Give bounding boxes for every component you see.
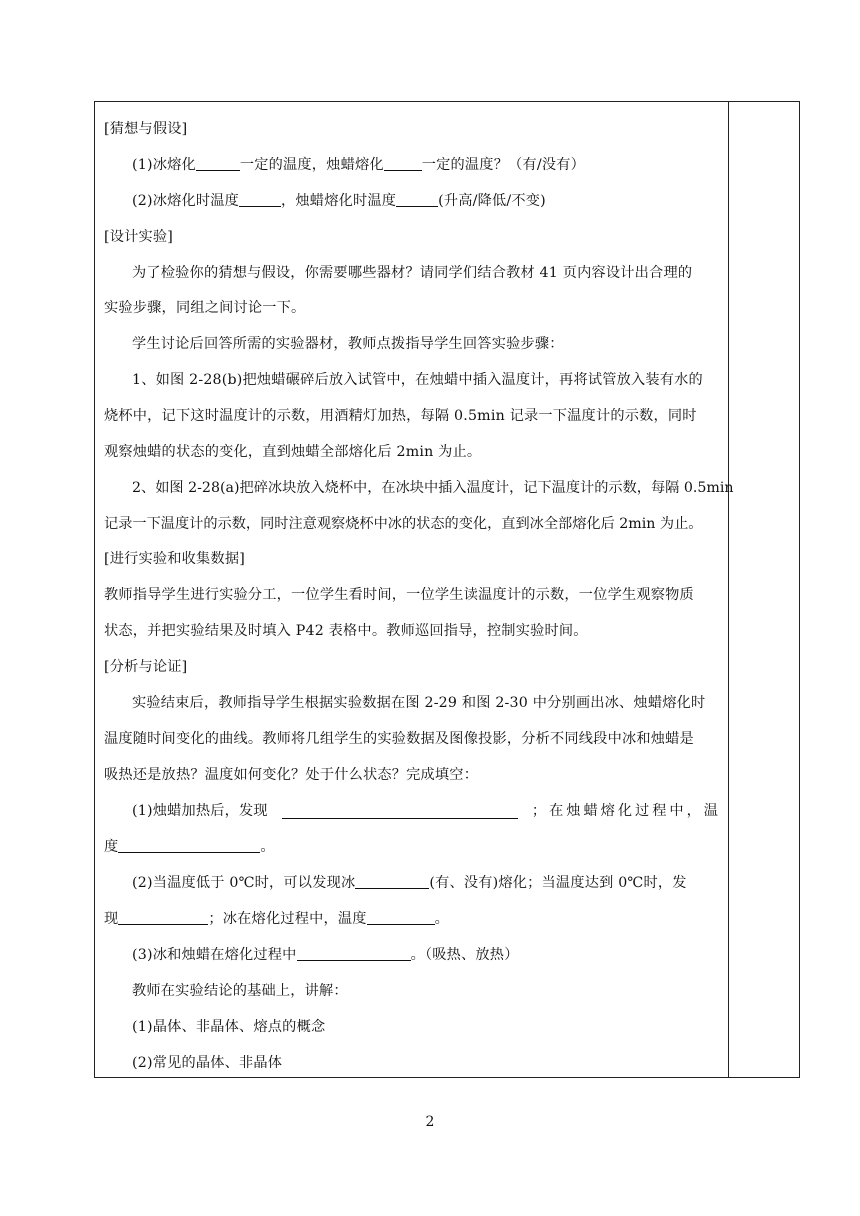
design-paragraph-line: 为了检验你的猜想与假设，你需要哪些器材？请同学们结合教材 41 页内容设计出合理的 — [132, 265, 693, 281]
analysis-paragraph-line: 实验结束后，教师指导学生根据实验数据在图 2-29 和图 2-30 中分别画出冰、烛蜡熔化时 — [132, 695, 706, 711]
answer-blank — [196, 155, 240, 171]
analysis-question-1: (1)烛蜡加热后，发现 ；在烛蜡熔化过程中，温 — [132, 803, 721, 819]
answer-blank — [396, 191, 438, 207]
step-1-line: 烧杯中，记下这时温度计的示数，用酒精灯加热，每隔 0.5min 记录一下温度计的示数，同时 — [104, 408, 697, 424]
answer-blank — [118, 909, 208, 925]
answer-blank — [282, 803, 518, 819]
step-1-line: 观察烛蜡的状态的变化，直到烛蜡全部熔化后 2min 为止。 — [104, 444, 482, 460]
step-2-line: 记录一下温度计的示数，同时注意观察烧杯中冰的状态的变化，直到冰全部熔化后 2min 为止。 — [104, 516, 703, 532]
design-heading: [设计实验] — [104, 229, 174, 245]
teacher-explanation: 教师在实验结论的基础上，讲解： — [132, 983, 348, 999]
analysis-question-2-cont: 现 ；冰在熔化过程中，温度 。 — [104, 911, 450, 927]
analysis-question-3: (3)冰和烛蜡在熔化过程中 。（吸热、放热） — [132, 947, 519, 963]
design-paragraph-line: 实验步骤，同组之间讨论一下。 — [104, 300, 306, 316]
answer-blank — [297, 945, 411, 961]
analysis-heading: [分析与论证] — [104, 659, 188, 675]
answer-blank — [239, 191, 281, 207]
design-intro: 学生讨论后回答所需的实验器材，教师点拨指导学生回答实验步骤： — [132, 336, 564, 352]
lesson-table — [94, 101, 800, 1078]
page-number: 2 — [425, 1114, 435, 1130]
experiment-line: 教师指导学生进行实验分工，一位学生看时间，一位学生读温度计的示数，一位学生观察物质 — [104, 587, 694, 603]
answer-blank — [384, 155, 422, 171]
answer-blank — [118, 837, 260, 853]
guess-question-2: (2)冰熔化时温度 ，烛蜡熔化时温度 (升高/降低/不变) — [132, 193, 546, 209]
analysis-paragraph-line: 吸热还是放热？温度如何变化？处于什么状态？完成填空： — [104, 767, 479, 783]
explanation-item-2: (2)常见的晶体、非晶体 — [132, 1055, 283, 1071]
answer-blank — [367, 909, 435, 925]
analysis-paragraph-line: 温度随时间变化的曲线。教师将几组学生的实验数据及图像投影，分析不同线段中冰和烛蜡是 — [104, 731, 694, 747]
step-2-line: 2、如图 2-28(a)把碎冰块放入烧杯中，在冰块中插入温度计，记下温度计的示数，每隔 0.5min — [132, 480, 734, 496]
experiment-heading: [进行实验和收集数据] — [104, 551, 245, 567]
analysis-question-1-cont: 度 。 — [104, 839, 275, 855]
analysis-question-2: (2)当温度低于 0℃时，可以发现冰 (有、没有)熔化；当温度达到 0℃时，发 — [132, 875, 687, 891]
guess-heading: [猜想与假设] — [104, 121, 188, 137]
answer-blank — [355, 873, 429, 889]
step-1-line: 1、如图 2-28(b)把烛蜡碾碎后放入试管中，在烛蜡中插入温度计，再将试管放入装有水的 — [132, 372, 703, 388]
explanation-item-1: (1)晶体、非晶体、熔点的概念 — [132, 1019, 326, 1035]
experiment-line: 状态，并把实验结果及时填入 P42 表格中。教师巡回指导，控制实验时间。 — [104, 623, 588, 639]
guess-question-1: (1)冰熔化 一定的温度，烛蜡熔化 一定的温度？（有/没有） — [132, 157, 585, 173]
column-divider — [728, 102, 729, 1077]
